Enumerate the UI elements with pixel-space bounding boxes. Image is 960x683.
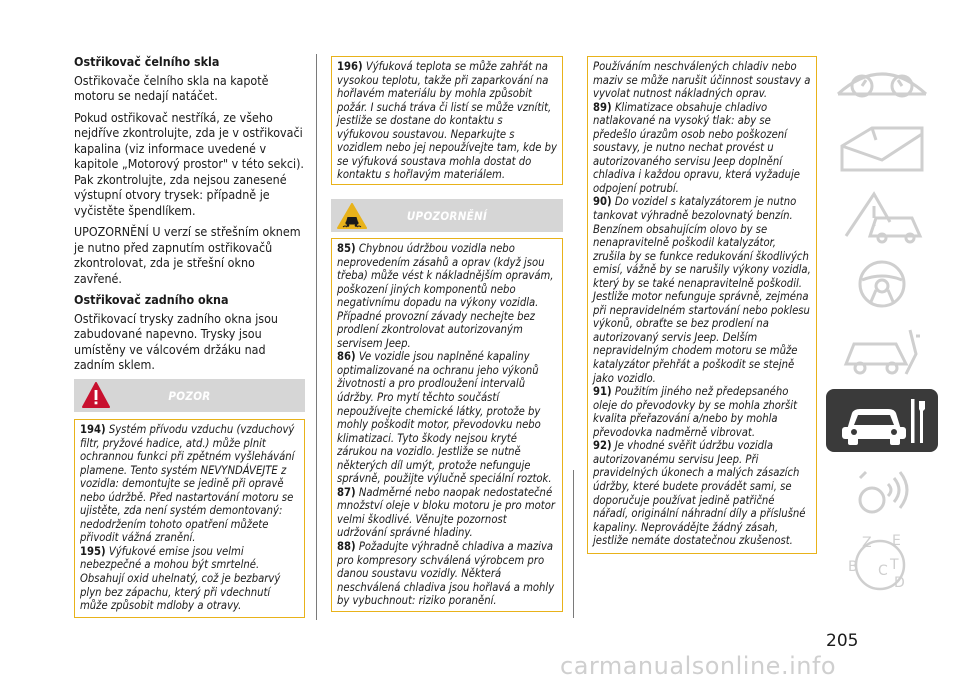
column-divider-1 — [316, 54, 317, 620]
car-skid-warning-icon — [337, 203, 367, 232]
note-number: 194) — [80, 423, 106, 436]
pozor-header — [74, 379, 305, 412]
note-text: Výfukové emise jsou velmi nebezpečné a mohou být smrtelné. Obsahují oxid uhelnatý, což je bezbarvý plyn bez zápachu, který při vdechnutí může způsobit mdloby a otravy. — [80, 544, 281, 613]
tab-emergency[interactable] — [826, 320, 938, 383]
watermark: carmanualsonline.info — [560, 652, 837, 680]
upozorneni-title: UPOZORNĚNÍ — [406, 208, 488, 223]
note-89 — [593, 101, 811, 196]
note-box-196 — [331, 56, 563, 185]
note-text: Do vozidel s katalyzátorem je nutno tankovat výhradně bezolovnatý benzín. Benzínem obsahujícím olovo by se nenapravitelně poškodil katalyzátor, zrušila by se funkce redukování škodlivých emisí, vážně by se narušily výkony vozidla, který by se také nenapravitelně poškodil. Jestliže motor nefunguje správně, zejména při nepravidelném startování nebo poklesu výkonů, obraťte se bez prodlení na autorizovaný servis Jeep. Delším nepravidelným chodem motoru se může katalyzátor přehřát a poškodit se stejně jako vozidlo. — [593, 195, 811, 385]
note-text: Je vhodné svěřit údržbu vozidla autorizovanému servisu Jeep. Při pravidelných úkonech a malých zásazích údržby, které budete provádět sami, se doporučuje používat jedině patřičné nářadí, originální náhradní díly a příslušné kapaliny. Neprovádějte žádný zásah, jestliže nemáte dostatečnou zkušenost. — [593, 439, 806, 548]
note-number: 92) — [593, 439, 612, 453]
note-194 — [80, 423, 299, 545]
car-wrench-icon — [832, 393, 932, 449]
note-continuation: Používáním neschválených chladiv nebo maziv se může narušit účinnost soustavy a vyvolat nutnost nákladných oprav. — [593, 60, 811, 101]
note-text: Klimatizace obsahuje chladivo natlakované na vysoký tlak: aby se předešlo úrazům osob nebo poškození soustavy, je nutno nechat provést u autorizovaného servisu Jeep doplnění chladiva i každou opravu, která vyžaduje odpojení potrubí. — [593, 100, 800, 195]
note-88 — [337, 540, 557, 608]
letter-z: Z — [862, 534, 872, 551]
alphabet-index-icon — [832, 527, 932, 597]
note-number: 91) — [593, 385, 612, 399]
note-number: 88) — [337, 540, 356, 554]
letter-b: B — [848, 558, 858, 575]
upozorneni-header — [331, 199, 563, 232]
page-number: 205 — [826, 631, 859, 651]
danger-triangle-icon — [82, 382, 110, 411]
note-text: Použitím jiného než předepsaného oleje do převodovky by se mohla zhoršit kvalita přeřazování a/nebo by mohla převodovka nadměrně vibrovat. — [593, 385, 798, 439]
car-dashboard-icon — [832, 52, 932, 108]
column-divider-2 — [573, 470, 574, 618]
note-number: 89) — [593, 100, 612, 114]
note-86 — [337, 350, 557, 485]
tab-driving[interactable] — [826, 252, 938, 315]
tab-messages[interactable] — [826, 116, 938, 179]
note-box-89-92 — [587, 56, 817, 554]
note-196 — [337, 60, 557, 182]
tab-alphabetical-index[interactable] — [826, 530, 938, 593]
note-number: 196) — [337, 60, 363, 73]
heading-rear-washer: Ostřikovač zadního okna — [74, 292, 229, 307]
note-text: Systém přívodu vzduchu (vzduchový filtr, pryžové hadice, atd.) může plnit ochrannou funkci při zpětném vyšlehávání plamene. Tento systém NEVYNDÁVEJTE z vozidla: demontujte se jedině při opravě nebo údržbě. Před nastartování motoru se ujistěte, zda není systém demontovaný: nedodržením tohoto opatření můžete přivodit vážná zranění. — [80, 423, 295, 545]
letter-d: D — [894, 574, 905, 591]
note-text: Ve vozidle jsou naplněné kapaliny optimalizované na ochranu jeho výkonů životnosti a pro prodloužení intervalů údržby. Pro mytí těchto součástí nepoužívejte chemické látky, protože by mohly poškodit motor, převodovku nebo klimatizaci. Tyto škody nejsou kryté zárukou na vozidlo. Jestliže se nutně některých díl umýt, protože nefunguje správně, použijte výlučně speciální roztok. — [337, 350, 552, 486]
car-seatbelt-icon — [832, 324, 932, 380]
note-number: 87) — [337, 485, 356, 499]
tab-maintenance[interactable] — [826, 389, 938, 452]
column-1 — [74, 54, 306, 382]
note-number: 90) — [593, 195, 612, 209]
note-number: 85) — [337, 242, 356, 255]
letter-c: C — [878, 562, 888, 579]
radio-icon — [832, 462, 932, 518]
note-text: Nadměrné nebo naopak nedostatečné množství oleje v bloku motoru je pro motor velmi škodlivé. Věnujte pozornost udržování správné hladiny. — [337, 485, 556, 540]
note-text: Výfuková teplota se může zahřát na vysokou teplotu, takže při zaparkování na hořlavém materiálu by mohla způsobit požár. I suchá tráva či listí se může vznítit, jestliže se dostane do kontaktu s výfukovou soustavou. Neparkujte s vozidlem nebo jej nepoužívejte tam, kde by se výfuková soustava mohla dostat do kontaktu s hořlavým materiálem. — [337, 60, 558, 182]
tab-multimedia[interactable] — [826, 458, 938, 521]
pozor-title: POZOR — [168, 388, 211, 403]
note-number: 195) — [80, 544, 106, 558]
upozorneni-box — [331, 238, 563, 612]
note-85 — [337, 242, 557, 350]
note-text: Požadujte výhradně chladiva a maziva pro kompresory schválená výrobcem pro danou soustavu vozidly. Některá neschválená chladiva jsou hořlavá a mohly by vybuchnout: riziko poranění. — [337, 540, 555, 608]
para-sunroof-note: UPOZORNĚNÍ U verzí se střešním oknem je nutno před zapnutím ostřikovačů zkontrolovat, zda je střešní okno zavřené. — [74, 224, 301, 286]
tab-dashboard[interactable] — [826, 48, 938, 111]
para-washer-check: Pokud ostřikovač nestříká, ze všeho nejdříve zkontrolujte, zda je v ostřikovači kapalina (viz informace uvedené v kapitole „Motorový prostor" v této sekci). Pak zkontrolujte, zda nejsou zanesené výstupní otvory trysek: případně je vyčistěte špendlíkem. — [74, 109, 304, 218]
note-90 — [593, 195, 811, 385]
note-number: 86) — [337, 350, 356, 364]
envelope-icon — [832, 120, 932, 176]
pozor-box — [74, 419, 305, 618]
warning-car-icon — [832, 188, 932, 244]
note-87 — [337, 486, 557, 540]
letter-e: E — [892, 532, 901, 549]
note-195 — [80, 545, 299, 613]
tab-safety[interactable] — [826, 184, 938, 247]
heading-windshield-washer: Ostřikovač čelního skla — [74, 54, 220, 69]
note-91 — [593, 385, 811, 439]
note-92 — [593, 439, 811, 547]
para-rear-nozzles: Ostřikovací trysky zadního okna jsou zabudované napevno. Trysky jsou umístěny ve válcovém držáku nad zadním sklem. — [74, 310, 278, 372]
letter-t: T — [890, 556, 899, 573]
note-text: Chybnou údržbou vozidla nebo neprovedením zásahů a oprav (když jsou třeba) může vést k nákladnějším opravám, poškození jiných komponentů nebo negativnímu dopadu na výkony vozidla. Případné provozní závady nechejte bez prodlení zkontrolovat autorizovaným servisem Jeep. — [337, 242, 554, 350]
steering-wheel-icon — [832, 256, 932, 312]
para-washer-nozzles: Ostřikovače čelního skla na kapotě motoru se nedají natáčet. — [74, 72, 269, 103]
